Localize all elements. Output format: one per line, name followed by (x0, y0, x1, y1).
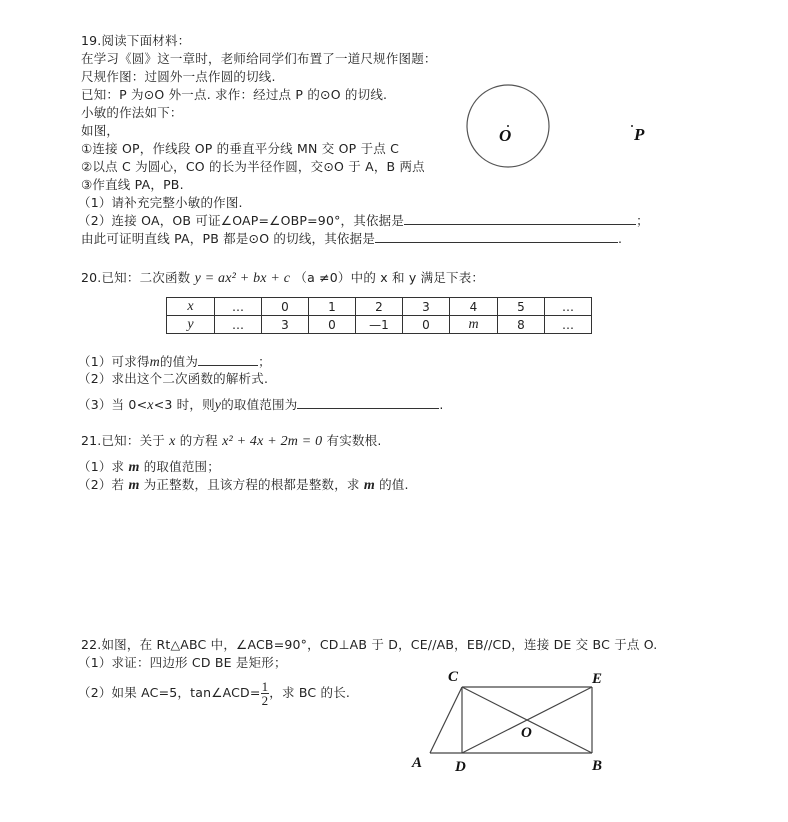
table-cell: 4 (450, 298, 498, 316)
label-d: D (455, 759, 466, 775)
q19-part-3 (81, 230, 622, 248)
q21-title-prefix: 21.已知：关于 (81, 433, 165, 448)
q19-given: 已知：P 为⊙O 外一点. 求作：经过点 P 的⊙O 的切线. (81, 87, 388, 102)
fraction-one-half (261, 680, 270, 707)
table-cell: 5 (498, 298, 545, 316)
q19-method-intro: 小敏的作法如下： (81, 105, 183, 120)
q22-part-2 (78, 680, 350, 707)
q21-equation: x² + 4x + 2m = 0 (222, 434, 323, 449)
q22-title: 22.如图，在 Rt△ABC 中，∠ACB=90°，CD⊥AB 于 D，CE//AB，EB//CD，连接 DE 交 BC 于点 O. (81, 637, 658, 652)
label-a: A (412, 755, 423, 771)
q21-part-2 (78, 476, 409, 495)
fraction-numerator: 1 (261, 679, 269, 694)
q20-title-prefix: 20.已知：二次函数 (81, 270, 191, 285)
q20-equation: y = ax² + bx + c (194, 271, 291, 286)
label-b: B (592, 758, 603, 774)
q19-answer-blank-2[interactable] (375, 230, 618, 243)
q21-var-m: m (128, 460, 140, 475)
q20-part-3 (78, 396, 444, 415)
q19-step-1: ①连接 OP，作线段 OP 的垂直平分线 MN 交 OP 于点 C (81, 141, 400, 156)
table-cell: … (545, 316, 592, 334)
q19-part-2-text: （2）连接 OA，OB 可证∠OAP=∠OBP=90°，其依据是 (78, 213, 405, 228)
q21-var-m: m (128, 478, 140, 493)
q21-part-1-prefix: （1）求 (78, 459, 125, 474)
q20-var-x: x (147, 398, 154, 413)
table-cell: 1 (309, 298, 356, 316)
q22-part-1: （1）求证：四边形 CD BE 是矩形； (78, 655, 287, 670)
q21-part-2-b: 为正整数，且该方程的根都是整数，求 (143, 477, 360, 492)
segment-ca (430, 687, 462, 753)
q20-part-3-prefix: （3）当 0< (78, 397, 148, 412)
q20-answer-blank-1[interactable] (198, 353, 258, 366)
q19-answer-blank-1[interactable] (404, 212, 636, 225)
point-p (631, 125, 633, 127)
q19-step-2: ②以点 C 为圆心，CO 的长为半径作圆，交⊙O 于 A，B 两点 (81, 159, 425, 174)
table-cell: 0 (262, 298, 309, 316)
q20-answer-blank-3[interactable] (297, 396, 439, 409)
q20-title-suffix: 中的 x 和 y 满足下表： (350, 270, 485, 285)
q21-part-2-c: 的值. (379, 477, 409, 492)
table-cell: 8 (498, 316, 545, 334)
label-o: O (521, 725, 532, 741)
q20-part-1-text: 的值为 (159, 354, 199, 369)
label-c: C (448, 669, 459, 685)
q21-title-mid: 的方程 (179, 433, 218, 448)
table-cell: m (450, 316, 498, 334)
table-cell: —1 (356, 316, 403, 334)
q21-title-suffix: 有实数根. (326, 433, 382, 448)
table-cell: 2 (356, 298, 403, 316)
q19-part-2 (78, 212, 649, 230)
q19-task: 尺规作图：过圆外一点作圆的切线. (81, 69, 276, 84)
label-p: P (634, 125, 645, 144)
q20-var-y: y (214, 398, 222, 413)
q21-part-2-a: （2）若 (78, 477, 125, 492)
table-row-y (167, 316, 592, 334)
table-cell: 3 (262, 316, 309, 334)
q20-part-3-text: 的取值范围为 (221, 397, 298, 412)
q20-value-table (166, 297, 592, 334)
q20-part-1-end: ； (258, 354, 271, 369)
q20-part-3-mid: <3 时，则 (153, 397, 215, 412)
q20-var-m: m (149, 355, 160, 370)
q22-part-2-prefix: （2）如果 AC=5，tan∠ACD= (78, 685, 261, 700)
q20-part-2: （2）求出这个二次函数的解析式. (78, 371, 269, 386)
q19-part-2-end: ； (636, 213, 649, 228)
q21-var-m: m (363, 478, 375, 493)
q21-var-x: x (169, 434, 176, 449)
q22-figure (400, 660, 620, 785)
table-cell: y (167, 316, 215, 334)
q21-part-1 (78, 458, 220, 477)
label-o: O (499, 126, 512, 145)
q21-title (81, 432, 382, 451)
table-cell: 0 (403, 316, 450, 334)
q19-figure (440, 60, 680, 180)
q20-part-3-end: . (439, 397, 444, 412)
table-cell: 0 (309, 316, 356, 334)
q19-part-3-text: 由此可证明直线 PA，PB 都是⊙O 的切线，其依据是 (81, 231, 376, 246)
q20-condition: （a ≠0） (294, 270, 351, 285)
q22-part-2-suffix: ，求 BC 的长. (269, 685, 351, 700)
q19-title: 19.阅读下面材料： (81, 33, 191, 48)
q19-part-3-end: . (618, 231, 623, 246)
table-cell: x (167, 298, 215, 316)
q19-step-3: ③作直线 PA，PB. (81, 177, 184, 192)
label-e: E (592, 671, 603, 687)
table-cell: … (545, 298, 592, 316)
fraction-denominator: 2 (261, 693, 269, 708)
table-cell: … (215, 298, 262, 316)
table-row-x (167, 298, 592, 316)
q19-as-figure: 如图， (81, 123, 120, 138)
q19-part-1: （1）请补充完整小敏的作图. (78, 195, 243, 210)
q21-part-1-suffix: 的取值范围； (143, 459, 220, 474)
table-cell: 3 (403, 298, 450, 316)
q20-title (81, 269, 484, 288)
table-cell: … (215, 316, 262, 334)
q20-part-1-prefix: （1）可求得 (78, 354, 150, 369)
q19-intro: 在学习《圆》这一章时，老师给同学们布置了一道尺规作图题： (81, 51, 437, 66)
